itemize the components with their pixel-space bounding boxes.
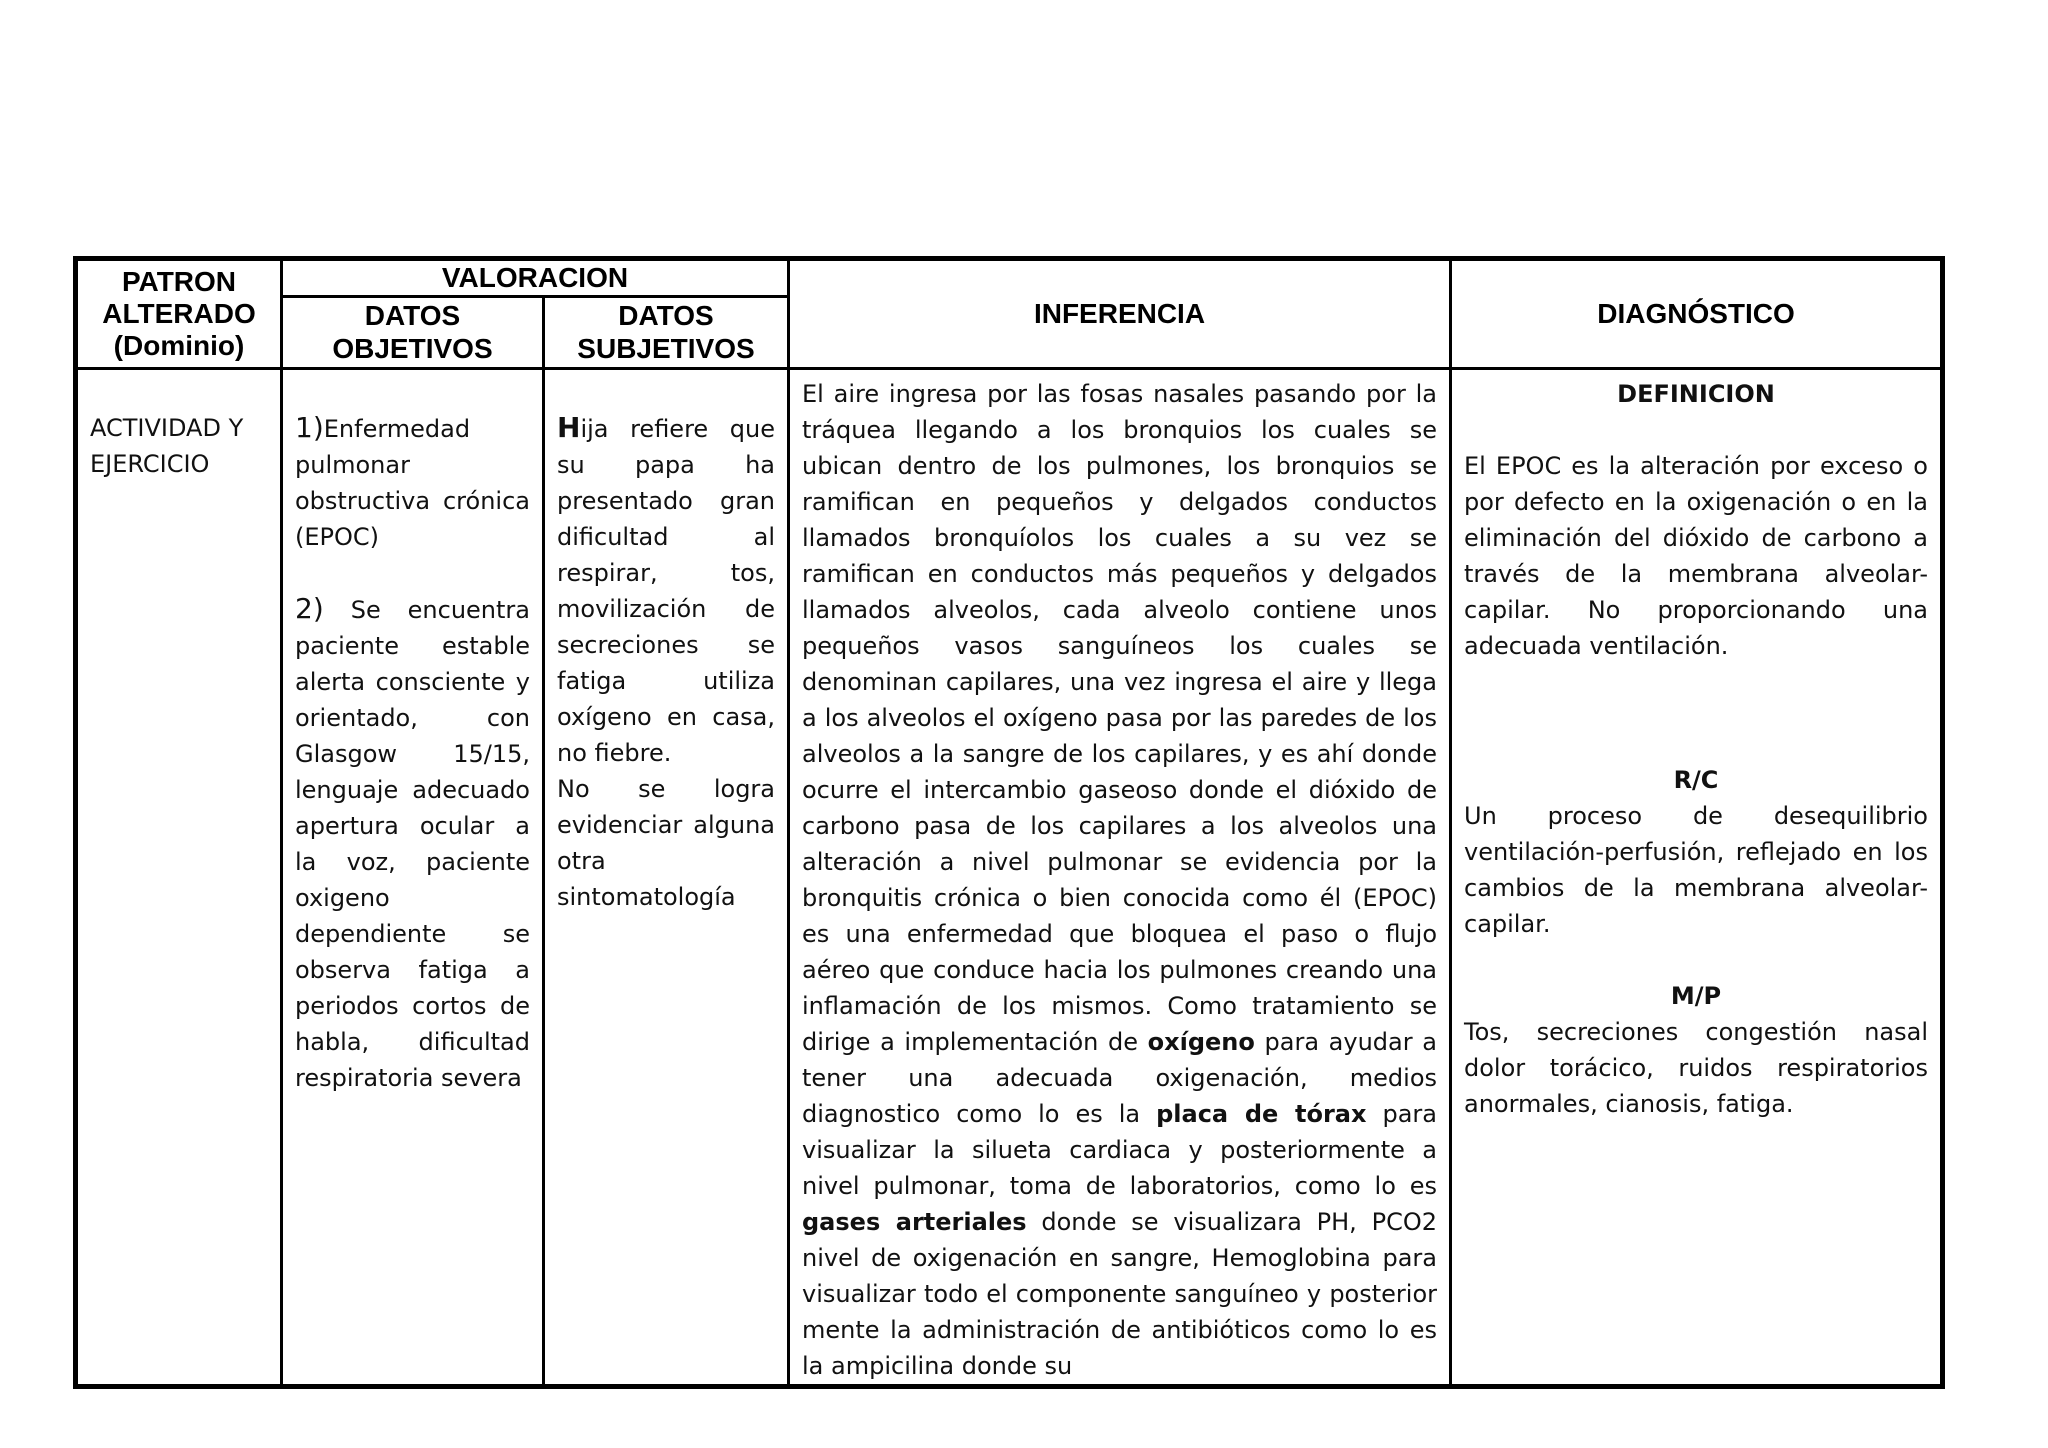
objetivo-item-1-number: 1) [295, 411, 324, 444]
header-diagnostico: DIAGNÓSTICO [1451, 259, 1943, 369]
inferencia-bold-oxigeno: oxígeno [1147, 1028, 1255, 1056]
inferencia-bold-gases: gases arteriales [802, 1208, 1027, 1236]
inferencia-part-1: El aire ingresa por las fosas nasales pasando por la tráquea llegando a los bronquios los cuales se ubican dentro de los pulmones, los bronquios se ramifican en pequeños y delgados conductos llamados bronquíolos los cuales a su vez se ramifican en conductos más pequeños y delgados llamados alveolos, cada alveolo contiene unos pequeños vasos sanguíneos los cuales se denominan capilares, una vez ingresa el aire y llega a los alveolos el oxígeno pasa por las paredes de los alveolos a la sangre de los capilares, y es ahí donde ocurre el intercambio gaseoso donde el dióxido de carbono pasa de los capilares a los alveolos una alteración a nivel pulmonar se evidencia por la bronquitis crónica o bien conocida como él (EPOC) es una enfermedad que bloquea el paso o flujo aéreo que conduce hacia los pulmones creando una inflamación de los mismos. Como tratamiento se dirige a implementación de [802, 380, 1437, 1056]
definicion-title: DEFINICION [1617, 380, 1775, 408]
subjetivo-text-2: No se logra evidenciar alguna otra sintomatología [557, 775, 775, 911]
mp-title: M/P [1670, 982, 1722, 1010]
rc-text: Un proceso de desequilibrio ventilación-perfusión, reflejado en los cambios de la membrana alveolar-capilar. [1464, 802, 1928, 938]
header-datos-subjetivos-line2: SUBJETIVOS [577, 332, 755, 364]
inferencia-bold-placa: placa de tórax [1156, 1100, 1367, 1128]
diagnostico-cell [1451, 369, 1943, 1387]
objetivo-item-2 [295, 591, 530, 1096]
header-patron-alterado [76, 259, 282, 369]
header-patron-line2: ALTERADO [102, 297, 256, 329]
patron-line2: EJERCICIO [90, 450, 210, 478]
datos-subjetivos-cell [544, 369, 789, 1387]
objetivo-item-2-number: 2) [295, 592, 324, 625]
patron-cell [76, 369, 282, 1387]
inferencia-part-2: para ayudar a tener una adecuada oxigenación, medios diagnostico como lo es la [802, 1028, 1437, 1128]
subjetivo-body: ija refiere que su papa ha presentado gran dificultad al respirar, tos, movilización de secreciones se fatiga utiliza oxígeno en casa, no fiebre. [557, 415, 775, 767]
header-datos-objetivos-line1: DATOS [364, 300, 461, 332]
header-patron-line3: (Dominio) [113, 330, 245, 362]
rc-title: R/C [1673, 766, 1719, 794]
datos-objetivos-cell [282, 369, 544, 1387]
header-datos-subjetivos-line1: DATOS [618, 300, 714, 332]
objetivo-item-1 [295, 410, 530, 555]
header-patron-line1: PATRON [121, 265, 237, 297]
header-datos-subjetivos [544, 297, 789, 369]
inferencia-text [802, 376, 1437, 1384]
subjetivo-first-letter: H [557, 411, 581, 444]
header-datos-objetivos-line2: OBJETIVOS [332, 332, 493, 364]
header-inferencia: INFERENCIA [789, 259, 1451, 369]
objetivo-item-2-text: Se encuentra paciente estable alerta consciente y orientado, con Glasgow 15/15, lenguaje adecuado apertura ocular a la voz, paciente oxigeno dependiente se observa fatiga a periodos cortos de habla, dificultad respiratoria severa [295, 596, 530, 1092]
inferencia-part-3: para visualizar la silueta cardiaca y posteriormente a nivel pulmonar, toma de laboratorios, como lo es [802, 1100, 1437, 1200]
definicion-text: El EPOC es la alteración por exceso o por defecto en la oxigenación o en la eliminación del dióxido de carbono a través de la membrana alveolar-capilar. No proporcionando una adecuada ventilación. [1464, 452, 1928, 660]
objetivo-item-1-text: Enfermedad pulmonar obstructiva crónica (EPOC) [295, 415, 530, 551]
header-datos-objetivos [282, 297, 544, 369]
header-valoracion: VALORACION [282, 259, 789, 297]
patron-line1: ACTIVIDAD Y [90, 414, 244, 442]
care-plan-table [73, 256, 1945, 1389]
subjetivo-text [557, 410, 775, 771]
inferencia-cell [789, 369, 1451, 1387]
mp-text: Tos, secreciones congestión nasal dolor torácico, ruidos respiratorios anormales, cianosis, fatiga. [1464, 1018, 1928, 1118]
inferencia-part-4: donde se visualizara PH, PCO2 nivel de oxigenación en sangre, Hemoglobina para visualizar todo el componente sanguíneo y posterior mente la administración de antibióticos como lo es la ampicilina donde su [802, 1208, 1437, 1380]
